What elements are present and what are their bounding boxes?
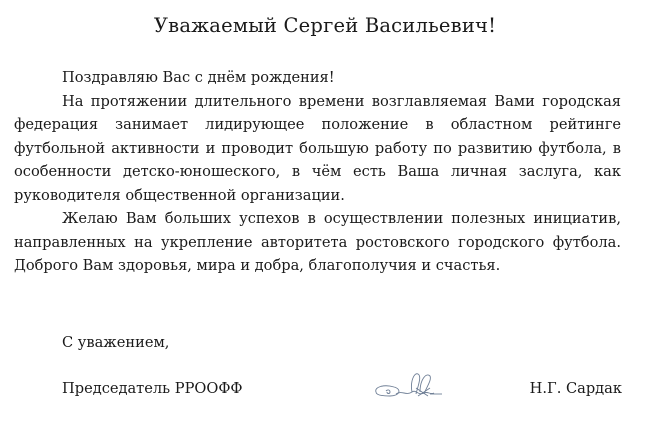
signatory-position: Председатель РРООФФ	[62, 380, 243, 397]
wishes-paragraph: Желаю Вам больших успехов в осуществлении полезных инициатив, направленных на укрепление авторитета ростовского городского футбола. Доброго Вам здоровья, мира и добра, благополучия и счастья.	[14, 210, 621, 274]
signature-block	[62, 380, 622, 406]
salutation: Уважаемый Сергей Васильевич!	[153, 14, 497, 37]
letter-body	[14, 66, 621, 278]
closing-phrase: С уважением,	[62, 334, 170, 351]
signature-icon	[372, 368, 444, 404]
signatory-name: Н.Г. Сардак	[529, 380, 622, 397]
achievement-paragraph: На протяжении длительного времени возглавляемая Вами городская федерация занимает лидирующее положение в областном рейтинге футбольной активности и проводит большую работу по развитию футбола, в особенности детско-юношеского, в чём есть Ваша личная заслуга, как руководителя общественной организации.	[14, 92, 621, 204]
greeting-paragraph: Поздравляю Вас с днём рождения!	[62, 69, 335, 86]
